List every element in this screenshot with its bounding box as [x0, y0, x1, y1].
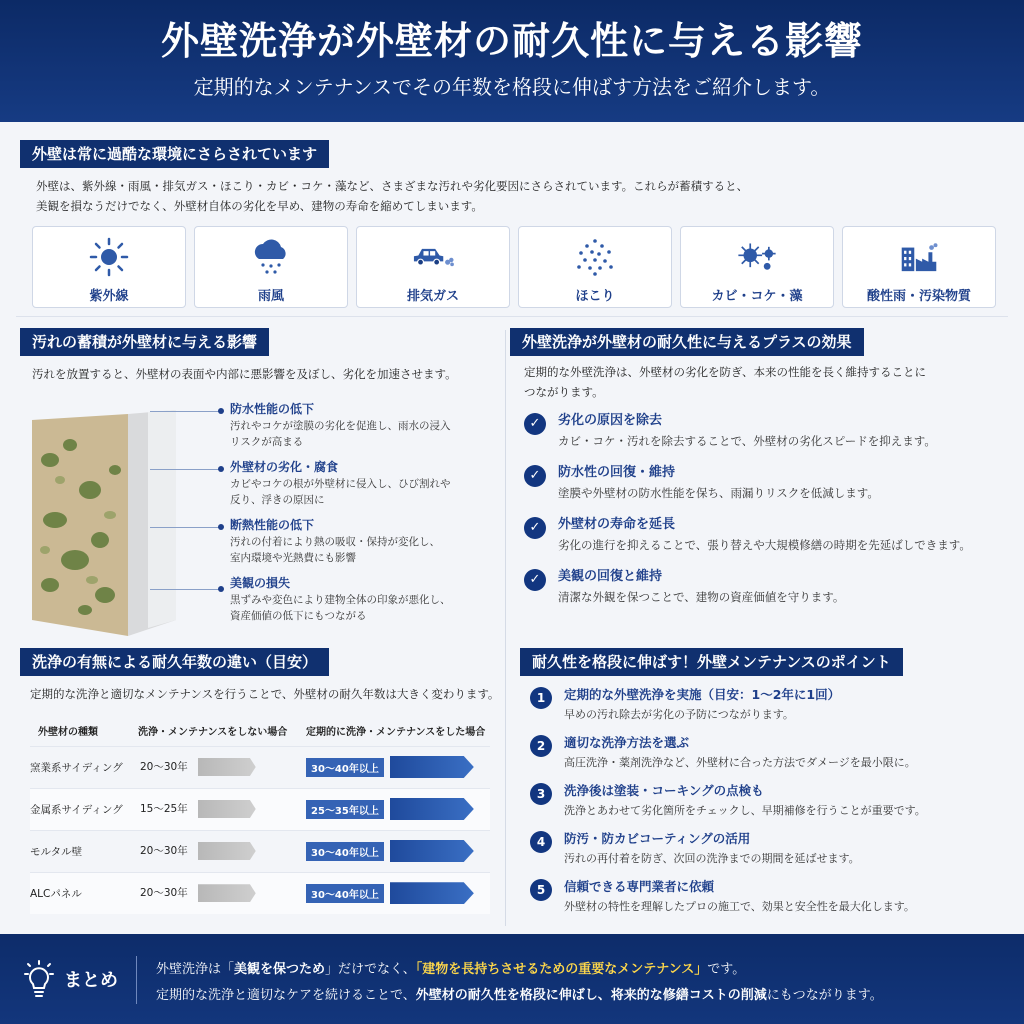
with-bar [390, 798, 474, 820]
point-item [530, 876, 1010, 924]
point-title: 洗浄後は塗装・コーキングの点検も [564, 783, 764, 798]
car-exhaust-icon [411, 237, 455, 277]
table-row [30, 830, 490, 872]
summary-text: 定期的な洗浄と適切なケアを続けることで、 [156, 988, 416, 1003]
check-icon: ✓ [524, 569, 546, 591]
plus-item [524, 566, 1004, 618]
table-row [30, 788, 490, 830]
without-years: 20〜30年 [140, 761, 188, 773]
without-years: 15〜25年 [140, 803, 188, 815]
durability-section-title: 洗浄の有無による耐久年数の違い（目安） [20, 648, 329, 676]
without-bar [198, 884, 256, 902]
with-bar [390, 756, 474, 778]
connector-dot [218, 466, 224, 472]
summary-text: 外壁洗浄は「 [156, 962, 235, 977]
summary-line2 [156, 984, 883, 1003]
summary-emphasis: 美観を保つため [234, 962, 326, 977]
with-years: 30〜40年以上 [306, 842, 384, 861]
connector-line [150, 411, 222, 412]
material-cell: 金属系サイディング [30, 788, 138, 830]
point-title: 適切な洗浄方法を選ぶ [564, 735, 690, 750]
risk-label: ほこり [575, 289, 615, 304]
without-bar [198, 800, 256, 818]
point-number: 2 [530, 735, 552, 757]
summary-highlight: 「建物を長持ちさせるための重要なメンテナンス」 [415, 962, 708, 977]
impact-item-desc: 汚れの付着により熱の吸収・保持が変化し、 [230, 536, 440, 548]
table-header-row [30, 716, 490, 746]
plus-item-desc: 塗膜や外壁材の防水性能を保ち、雨漏りリスクを低減します。 [558, 486, 879, 500]
wall-cross-section-illustration [30, 410, 190, 640]
plus-item [524, 514, 1004, 566]
plus-item-desc: カビ・コケ・汚れを除去することで、外壁材の劣化スピードを抑えます。 [558, 434, 936, 448]
check-icon: ✓ [524, 465, 546, 487]
point-number: 3 [530, 783, 552, 805]
with-bar [390, 882, 474, 904]
impact-item-title: 断熱性能の低下 [230, 518, 315, 532]
point-title: 防汚・防カビコーティングの活用 [564, 831, 751, 846]
point-desc: 外壁材の特性を理解したプロの施工で、効果と安全性を最大化します。 [564, 900, 915, 913]
risk-card-rain [194, 226, 348, 308]
points-section-title: 耐久性を格段に伸ばす！外壁メンテナンスのポイント [520, 648, 903, 676]
point-title: 定期的な外壁洗浄を実施（目安：1〜2年に1回） [564, 687, 841, 702]
summary-emphasis: 外壁材の耐久性を格段に伸ばし、将来的な修繕コストの削減 [415, 988, 767, 1003]
plus-item [524, 410, 1004, 462]
impact-item [230, 458, 500, 516]
check-icon: ✓ [524, 517, 546, 539]
point-item [530, 684, 1010, 732]
durability-table [30, 716, 490, 914]
plus-item-title: 外壁材の寿命を延長 [558, 517, 676, 532]
column-divider [505, 330, 506, 926]
impact-item-desc: カビやコケの根が外壁材に侵入し、ひび割れや [230, 478, 451, 490]
impact-item-desc: 黒ずみや変色により建物全体の印象が悪化し、 [230, 594, 451, 606]
impact-item-desc: リスクが高まる [230, 436, 304, 448]
plus-section-title: 外壁洗浄が外壁材の耐久性に与えるプラスの効果 [510, 328, 864, 356]
impact-item [230, 400, 500, 458]
impact-section-title: 汚れの蓄積が外壁材に与える影響 [20, 328, 269, 356]
summary-text: にもつながります。 [766, 988, 883, 1003]
impact-list [230, 400, 500, 632]
material-cell: ALCパネル [30, 872, 138, 914]
with-years: 30〜40年以上 [306, 884, 384, 903]
environment-text-line2: 美観を損なうだけでなく、外壁材自体の劣化を早め、建物の寿命を縮めてしまいます。 [36, 199, 483, 213]
risk-label: カビ・コケ・藻 [711, 289, 803, 304]
impact-item-desc: 汚れやコケが塗膜の劣化を促進し、雨水の浸入 [230, 420, 451, 432]
impact-item [230, 516, 500, 574]
impact-item-title: 外壁材の劣化・腐食 [230, 460, 339, 474]
risk-card-dust [518, 226, 672, 308]
connector-line [150, 469, 222, 470]
plus-effect-list [524, 410, 1004, 618]
impact-item-title: 防水性能の低下 [230, 402, 315, 416]
plus-intro-line1: 定期的な外壁洗浄は、外壁材の劣化を防ぎ、本来の性能を長く維持することに [524, 365, 927, 379]
impact-item-desc: 資産価値の低下にもつながる [230, 610, 367, 622]
risk-factor-cards [32, 226, 996, 308]
connector-dot [218, 408, 224, 414]
risk-card-exhaust [356, 226, 510, 308]
rain-cloud-icon [249, 237, 293, 277]
impact-item-desc: 室内環境や光熱費にも影響 [230, 552, 356, 564]
environment-text-line1: 外壁は、紫外線・雨風・排気ガス・ほこり・カビ・コケ・藻など、さまざまな汚れや劣化要因にさらされています。これらが蓄積すると、 [36, 179, 749, 193]
point-desc: 洗浄とあわせて劣化箇所をチェックし、早期補修を行うことが重要です。 [564, 804, 926, 817]
connector-dot [218, 586, 224, 592]
connector-line [150, 527, 222, 528]
without-years: 20〜30年 [140, 887, 188, 900]
impact-item-desc: 反り、浮きの原因に [230, 494, 325, 506]
environment-section-title: 外壁は常に過酷な環境にさらされています [20, 140, 329, 168]
section-divider [16, 316, 1008, 317]
column-header: 定期的に洗浄・メンテナンスをした場合 [306, 727, 486, 739]
with-years: 25〜35年以上 [306, 800, 384, 819]
point-number: 5 [530, 879, 552, 901]
material-cell: モルタル壁 [30, 830, 138, 872]
summary-label: まとめ [64, 970, 118, 991]
column-header: 洗浄・メンテナンスをしない場合 [138, 727, 288, 739]
mold-icon [735, 237, 779, 277]
page-subtitle: 定期的なメンテナンスでその年数を格段に伸ばす方法をご紹介します。 [193, 75, 831, 99]
point-number: 1 [530, 687, 552, 709]
impact-item-title: 美観の損失 [230, 576, 291, 590]
with-years: 30〜40年以上 [306, 758, 384, 777]
point-item [530, 780, 1010, 828]
risk-card-mold [680, 226, 834, 308]
plus-item-desc: 清潔な外観を保つことで、建物の資産価値を守ります。 [558, 590, 845, 604]
risk-label: 紫外線 [89, 289, 129, 304]
impact-item [230, 574, 500, 632]
plus-item-title: 防水性の回復・維持 [558, 465, 676, 480]
with-bar [390, 840, 474, 862]
plus-item-desc: 劣化の進行を抑えることで、張り替えや大規模修繕の時期を先延ばしできます。 [558, 538, 971, 552]
risk-label: 酸性雨・汚染物質 [866, 289, 971, 304]
risk-card-uv [32, 226, 186, 308]
point-desc: 早めの汚れ除去が劣化の予防につながります。 [564, 708, 794, 721]
summary-divider [136, 956, 137, 1004]
dust-icon [573, 237, 617, 277]
connector-line [150, 589, 222, 590]
plus-item-title: 美観の回復と維持 [558, 569, 663, 584]
plus-item-title: 劣化の原因を除去 [558, 413, 663, 428]
point-desc: 高圧洗浄・薬剤洗浄など、外壁材に合った方法でダメージを最小限に。 [564, 756, 916, 769]
risk-label: 雨風 [257, 289, 284, 304]
summary-text: 」だけでなく、 [325, 962, 416, 977]
plus-intro-line2: つながります。 [524, 385, 604, 399]
impact-intro: 汚れを放置すると、外壁材の表面や内部に悪影響を及ぼし、劣化を加速させます。 [32, 367, 457, 381]
point-title: 信頼できる専門業者に依頼 [564, 879, 715, 894]
connector-dot [218, 524, 224, 530]
point-number: 4 [530, 831, 552, 853]
sun-icon [87, 237, 131, 277]
column-header: 外壁材の種類 [38, 727, 98, 739]
summary-footer [0, 934, 1024, 1024]
page-title: 外壁洗浄が外壁材の耐久性に与える影響 [160, 19, 863, 63]
lightbulb-icon [22, 960, 56, 1000]
durability-intro: 定期的な洗浄と適切なメンテナンスを行うことで、外壁材の耐久年数は大きく変わります。 [30, 687, 500, 701]
risk-label: 排気ガス [406, 289, 459, 304]
page-header [0, 0, 1024, 122]
material-cell: 窯業系サイディング [30, 746, 138, 788]
table-row [30, 872, 490, 914]
plus-item [524, 462, 1004, 514]
summary-text: です。 [707, 962, 746, 977]
without-years: 20〜30年 [140, 845, 188, 857]
without-bar [198, 842, 256, 860]
risk-card-pollution [842, 226, 996, 308]
without-bar [198, 758, 256, 776]
table-row [30, 746, 490, 788]
maintenance-points-list [530, 684, 1010, 924]
point-item [530, 828, 1010, 876]
summary-line1 [156, 958, 745, 977]
point-item [530, 732, 1010, 780]
point-desc: 汚れの再付着を防ぎ、次回の洗浄までの期間を延ばせます。 [564, 852, 860, 865]
factory-icon [897, 237, 941, 277]
check-icon: ✓ [524, 413, 546, 435]
